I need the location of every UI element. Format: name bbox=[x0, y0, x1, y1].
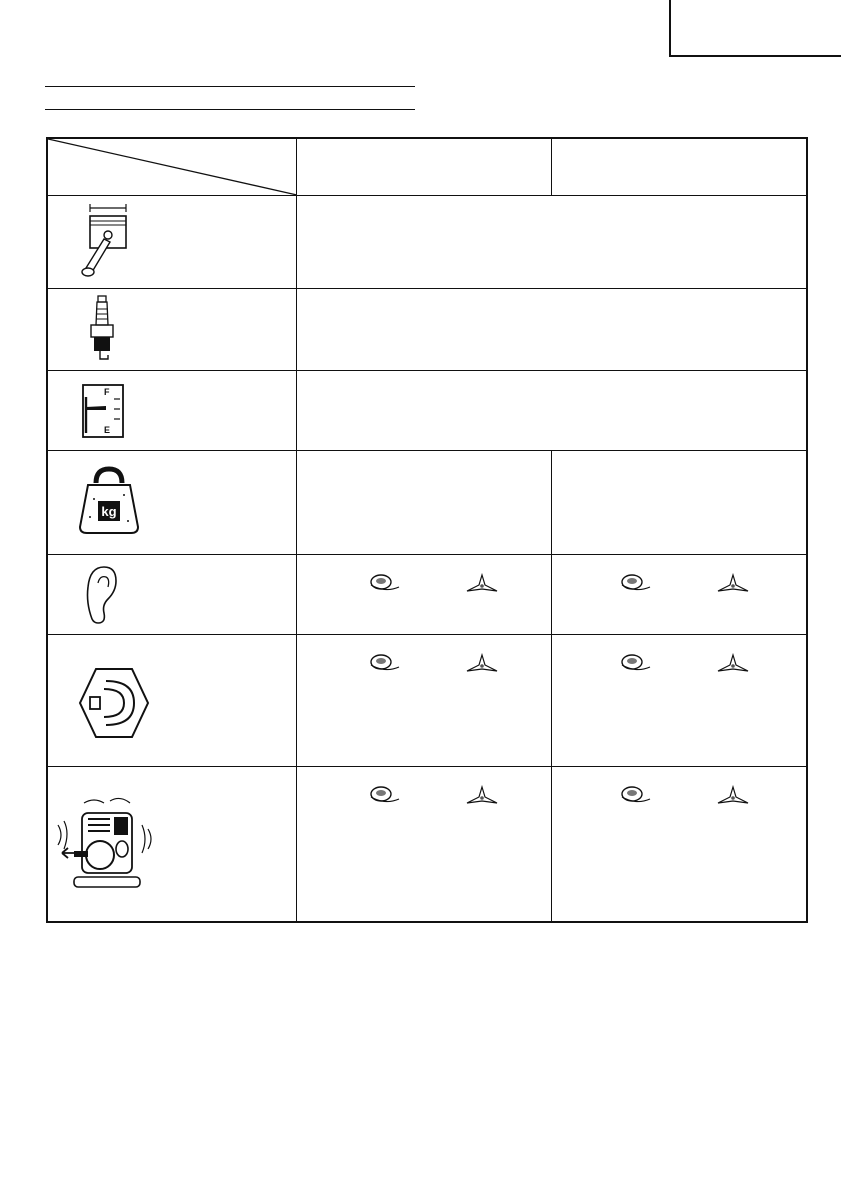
table-row bbox=[48, 289, 806, 371]
nylon-cutter-head-icon bbox=[618, 573, 652, 595]
cutter-icons bbox=[618, 573, 748, 595]
table-row bbox=[48, 635, 806, 767]
row-value-cell bbox=[297, 289, 806, 370]
heading-line-1 bbox=[45, 64, 415, 87]
section-heading bbox=[45, 64, 415, 110]
row-col-b-cell bbox=[552, 767, 806, 921]
nylon-cutter-head-icon bbox=[367, 573, 401, 595]
row-col-a-value bbox=[297, 635, 551, 647]
diagonal-divider bbox=[48, 139, 297, 195]
nylon-cutter-head-icon bbox=[618, 785, 652, 807]
row-icon-cell bbox=[48, 451, 297, 554]
table-row bbox=[48, 555, 806, 635]
language-tab bbox=[669, 0, 841, 57]
row-value bbox=[297, 289, 806, 301]
row-value-cell bbox=[297, 196, 806, 288]
cutter-icons bbox=[367, 653, 497, 675]
sound-power-hexagon-icon bbox=[76, 665, 152, 741]
piston-displacement-icon bbox=[78, 202, 132, 280]
row-icon-cell bbox=[48, 196, 297, 288]
row-value-cell bbox=[297, 371, 806, 450]
table-row bbox=[48, 767, 806, 921]
gauge-empty-label: E bbox=[104, 425, 111, 435]
table-row bbox=[48, 451, 806, 555]
header-col-a-label bbox=[297, 139, 551, 151]
table-row bbox=[48, 196, 806, 289]
three-tooth-blade-icon bbox=[465, 785, 499, 807]
row-icon-cell bbox=[48, 635, 297, 766]
row-col-a-cell bbox=[297, 451, 552, 554]
row-col-b-value bbox=[552, 635, 806, 647]
header-col-a bbox=[297, 139, 552, 195]
cutter-icons bbox=[618, 785, 748, 807]
header-corner-cell bbox=[48, 139, 297, 195]
nylon-cutter-head-icon bbox=[367, 785, 401, 807]
row-col-a-value bbox=[297, 555, 551, 567]
three-tooth-blade-icon bbox=[465, 573, 499, 595]
row-icon-cell bbox=[48, 555, 297, 634]
weight-unit-label: kg bbox=[101, 504, 117, 519]
weight-kg-icon bbox=[76, 465, 142, 537]
header-col-b bbox=[552, 139, 806, 195]
row-icon-cell bbox=[48, 289, 297, 370]
ear-sound-icon bbox=[84, 563, 120, 627]
row-col-b-cell bbox=[552, 555, 806, 634]
row-value bbox=[297, 371, 806, 383]
cutter-icons bbox=[618, 653, 748, 675]
row-col-a-cell bbox=[297, 635, 552, 766]
row-col-b-value bbox=[552, 767, 806, 779]
nylon-cutter-head-icon bbox=[618, 653, 652, 675]
gauge-full-label: F bbox=[104, 387, 110, 397]
three-tooth-blade-icon bbox=[716, 573, 750, 595]
row-col-a-cell bbox=[297, 555, 552, 634]
row-col-b-cell bbox=[552, 635, 806, 766]
fuel-tank-gauge-icon bbox=[80, 383, 126, 439]
row-icon-cell bbox=[48, 371, 297, 450]
engine-vibration-icon bbox=[54, 795, 158, 893]
cutter-icons bbox=[367, 785, 497, 807]
row-col-a-value bbox=[297, 451, 551, 463]
cutter-icons bbox=[367, 573, 497, 595]
header-col-b-label bbox=[552, 139, 806, 151]
row-col-b-value bbox=[552, 451, 806, 463]
row-icon-cell bbox=[48, 767, 297, 921]
table-row bbox=[48, 371, 806, 451]
row-value bbox=[297, 196, 806, 208]
row-col-b-cell bbox=[552, 451, 806, 554]
row-col-a-cell bbox=[297, 767, 552, 921]
spark-plug-icon bbox=[86, 295, 118, 365]
table-header-row bbox=[48, 139, 806, 196]
row-col-a-value bbox=[297, 767, 551, 779]
specifications-table bbox=[46, 137, 808, 923]
nylon-cutter-head-icon bbox=[367, 653, 401, 675]
row-col-b-value bbox=[552, 555, 806, 567]
heading-line-2 bbox=[45, 87, 415, 110]
three-tooth-blade-icon bbox=[465, 653, 499, 675]
three-tooth-blade-icon bbox=[716, 785, 750, 807]
three-tooth-blade-icon bbox=[716, 653, 750, 675]
